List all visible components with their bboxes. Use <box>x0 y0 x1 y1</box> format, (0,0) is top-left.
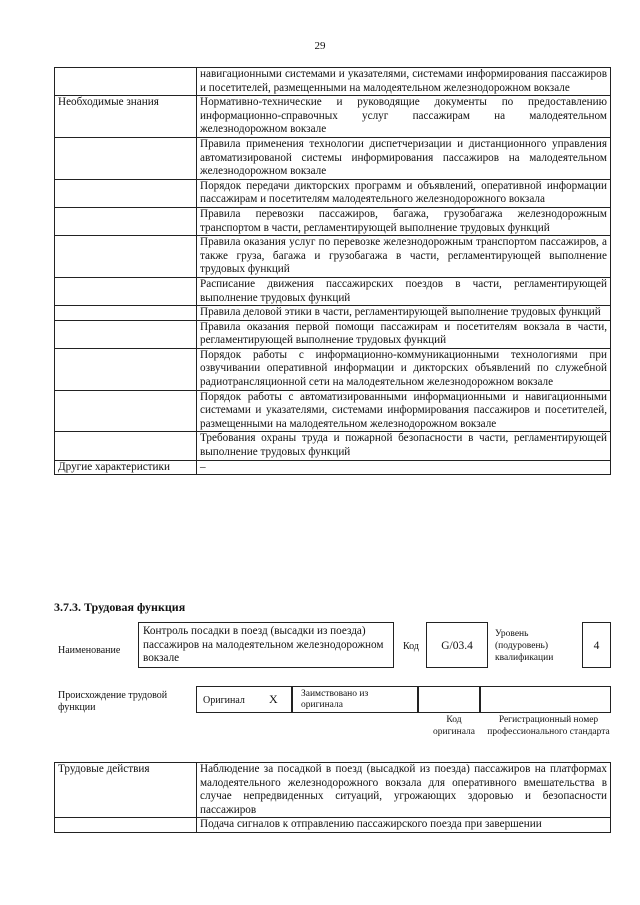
table-row <box>55 207 611 235</box>
table-row <box>55 96 611 138</box>
origin-label: Происхождение трудовой функции <box>58 690 168 713</box>
original-mark: X <box>269 692 278 706</box>
row-text: Расписание движения пассажирских поездов в части, регламентирующей выполнение трудовых функций <box>197 277 611 305</box>
row-text: Требования охраны труда и пожарной безопасности в части, регламентирующей выполнение трудовых функций <box>197 432 611 460</box>
row-text: Порядок работы с автоматизированными информационными и навигационными системами и указателями, системами информирования пассажиров и посетителей, размещенными на малодеятельном железнодорожном вокзале <box>197 390 611 432</box>
row-text: Наблюдение за посадкой в поезд (высадкой из поезда) пассажиров на платформах малодеятельного железнодорожного вокзала для оперативного вмешательства в случае непредвиденных ситуаций, угрожающих здоровью и безопасности пассажиров <box>197 763 611 818</box>
original-label: Оригинал <box>203 695 245 706</box>
row-label: Необходимые знания <box>55 96 197 138</box>
function-name-box: Контроль посадки в поезд (высадки из поезда) пассажиров на малодеятельном железнодорожном вокзале <box>138 622 394 668</box>
table-row <box>55 390 611 432</box>
table-row <box>55 320 611 348</box>
code-label: Код <box>403 641 419 652</box>
table-row <box>55 277 611 305</box>
page-number: 29 <box>314 40 326 52</box>
row-label <box>55 320 197 348</box>
table-row <box>55 460 611 475</box>
section-title: 3.7.3. Трудовая функция <box>54 600 186 614</box>
row-label <box>55 818 197 833</box>
row-label <box>55 432 197 460</box>
row-label <box>55 207 197 235</box>
knowledge-table <box>54 67 611 475</box>
row-text: Нормативно-технические и руководящие документы по предоставлению информационно-справочных услуг пассажирам на малодеятельном железнодорожном вокзале <box>197 96 611 138</box>
row-text: – <box>197 460 611 475</box>
row-label: Трудовые действия <box>55 763 197 818</box>
row-text: Подача сигналов к отправлению пассажирского поезда при завершении <box>197 818 611 833</box>
name-label: Наименование <box>58 645 121 656</box>
table-row <box>55 306 611 321</box>
row-text: Правила перевозки пассажиров, багажа, грузобагажа железнодорожным транспортом в части, регламентирующей выполнение трудовых функций <box>197 207 611 235</box>
row-label <box>55 390 197 432</box>
reg-number-label: Регистрационный номер профессионального стандарта <box>487 715 610 737</box>
row-text: навигационными системами и указателями, системами информирования пассажиров и посетителей, размещенными на малодеятельном железнодорожном вокзале <box>197 68 611 96</box>
table-row <box>55 348 611 390</box>
row-label: Другие характеристики <box>55 460 197 475</box>
borrowed-cell <box>292 686 418 713</box>
table-row <box>55 818 611 833</box>
function-code-box: G/03.4 <box>426 622 488 668</box>
table-row <box>55 236 611 278</box>
table-row <box>55 137 611 179</box>
row-text: Правила применения технологии диспетчеризации и дистанционного управления автоматизированой системы информирования пассажиров на малодеятельном железнодорожном вокзале <box>197 137 611 179</box>
table-row <box>55 179 611 207</box>
labor-actions-table <box>54 762 611 833</box>
row-text: Порядок передачи дикторских программ и объявлений, оперативной информации пассажирам и посетителям малодеятельного железнодорожного вокзала <box>197 179 611 207</box>
row-label <box>55 348 197 390</box>
function-level-box: 4 <box>582 622 611 668</box>
row-label <box>55 179 197 207</box>
reg-number-cell <box>480 686 611 713</box>
table-row <box>55 432 611 460</box>
code-original-label: Код оригинала <box>433 715 475 737</box>
row-text: Порядок работы с информационно-коммуникационными технологиями при озвучивании оперативной информации и дикторских объявлений по служебной радиотрансляционной сети на малодеятельном железнодорожном вокзале <box>197 348 611 390</box>
level-label: Уровень (подуровень) квалификации <box>495 629 554 663</box>
table-row <box>55 68 611 96</box>
row-label <box>55 306 197 321</box>
row-text: Правила оказания первой помощи пассажирам и посетителям вокзала в части, регламентирующей выполнение трудовых функций <box>197 320 611 348</box>
row-label <box>55 68 197 96</box>
row-text: Правила оказания услуг по перевозке железнодорожным транспортом пассажиров, а также груза, багажа и грузобагажа в части, регламентирующей выполнение трудовых функций <box>197 236 611 278</box>
borrowed-label: Заимствовано из оригинала <box>301 689 369 710</box>
original-cell <box>196 686 292 713</box>
row-label <box>55 277 197 305</box>
row-label <box>55 137 197 179</box>
table-row <box>55 763 611 818</box>
code-original-cell <box>418 686 480 713</box>
row-text: Правила деловой этики в части, регламентирующей выполнение трудовых функций <box>197 306 611 321</box>
row-label <box>55 236 197 278</box>
